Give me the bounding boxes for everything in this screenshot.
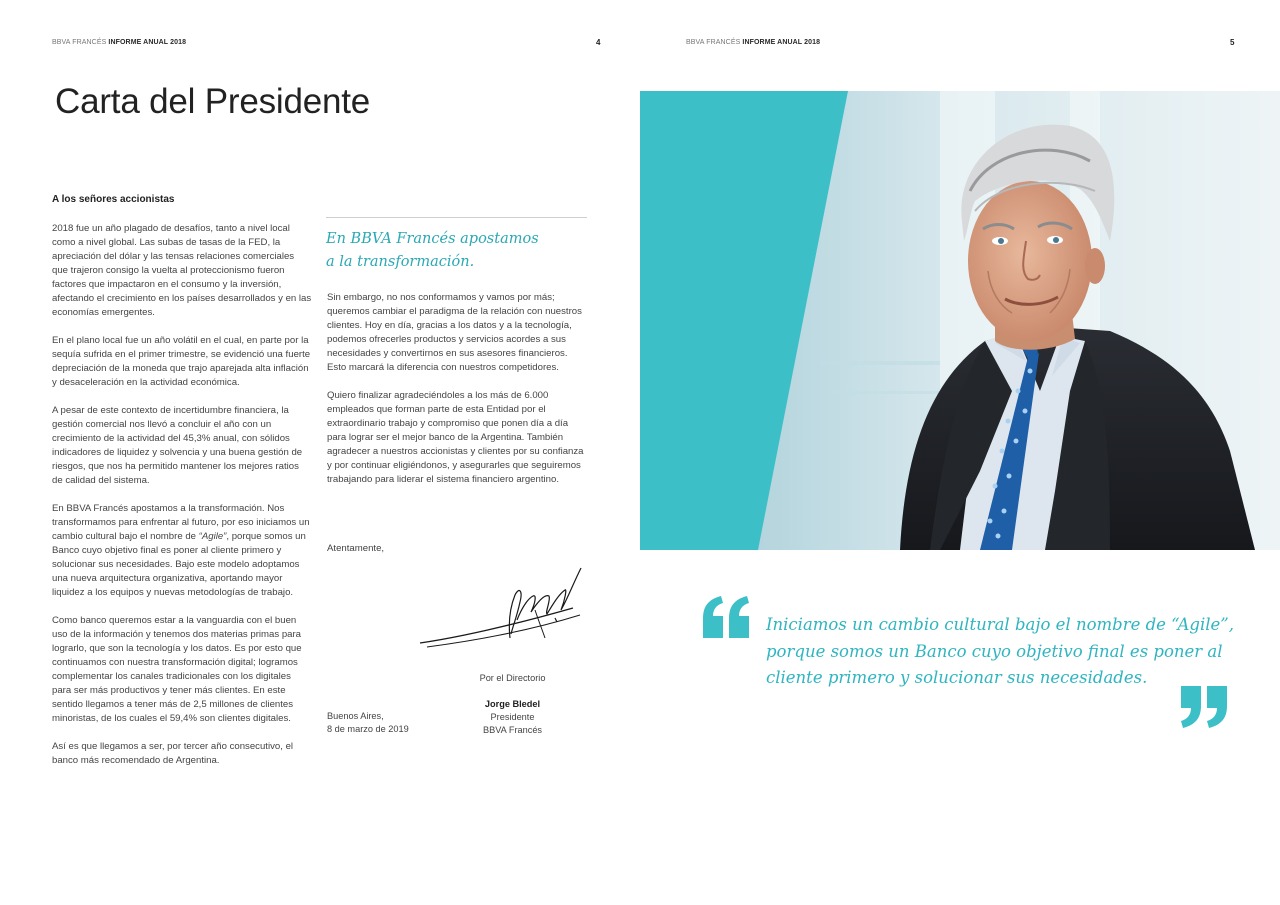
president-portrait — [640, 91, 1280, 550]
body-column-1 — [52, 222, 312, 782]
running-head — [52, 39, 186, 46]
paragraph: A pesar de este contexto de incertidumbre financiera, la gestión comercial nos llevó a concluir el año con un crecimiento de la actividad del 45,3% anual, con sólidos indicadores de liquidez y solvencia y una buena gestión de riesgos, que nos ha permitido mantener los mejores ratios de calidad del sistema. — [52, 405, 303, 486]
running-head-brand: BBVA FRANCÉS — [686, 39, 741, 46]
close-quote-icon — [1177, 686, 1229, 728]
pull-quote-divider — [326, 217, 587, 218]
place-and-date — [327, 710, 409, 736]
paragraph-text: , porque somos un Banco cuyo objetivo final es poner al cliente primero y solucionar sus necesidades. Bajo este modelo adoptamos una nueva arquitectura organizativa, aportando mayor liquidez a los equipos y nuevas metodologías de trabajo. — [52, 531, 306, 598]
signer-on-behalf: Por el Directorio — [479, 673, 546, 683]
body-column-2 — [327, 291, 589, 501]
paragraph: Así es que llegamos a ser, por tercer año consecutivo, el banco más recomendado de Argentina. — [52, 741, 294, 766]
spacer — [470, 685, 555, 698]
agile-term: “Agile” — [198, 531, 227, 542]
date: 8 de marzo de 2019 — [327, 724, 409, 734]
place: Buenos Aires, — [327, 711, 384, 721]
highlight-quote: Iniciamos un cambio cultural bajo el nombre de “Agile”, porque somos un Banco cuyo objetivo final es poner al cliente primero y solucionar sus necesidades. — [766, 615, 1234, 687]
open-quote-icon — [701, 596, 753, 638]
running-head-brand: BBVA FRANCÉS — [52, 39, 107, 46]
paragraph: Quiero finalizar agradeciéndoles a los más de 6.000 empleados que forman parte de esta Entidad por el extraordinario trabajo y compromiso que ponen día a día para lograr ser el mejor banco de la Argentina. También agradecer a nuestros accionistas y clientes por su confianza y por continuar eligiéndonos, y asegurarles que seguiremos trabajando para liderar el sistema financiero argentino. — [327, 390, 584, 485]
signature-image — [415, 560, 590, 655]
page-number: 4 — [596, 38, 601, 47]
right-page — [640, 0, 1280, 905]
salutation: A los señores accionistas — [52, 194, 175, 205]
signer-name: Jorge Bledel — [484, 699, 541, 709]
signer-org: BBVA Francés — [482, 725, 543, 735]
page-number: 5 — [1230, 38, 1235, 47]
paragraph: Como banco queremos estar a la vanguardia con el buen uso de la información y tenemos dos materias primas para lograrlo, que son la tecnología y los datos. Es por esto que continuamos con nuestra transformación digital; logramos complementar los canales tradicionales con los digitales para ser más productivos y tener más clientes. En este sentido llegamos a tener más de 2,5 millones de clientes minoristas, de los cuales el 59,4% son clientes digitales. — [52, 615, 302, 724]
signer-block — [470, 672, 555, 737]
paragraph: Sin embargo, no nos conformamos y vamos por más; queremos cambiar el paradigma de la relación con nuestros clientes. Hoy en día, gracias a los datos y a la tecnología, podemos ofrecerles productos y servicios acordes a sus necesidades y convertirnos en sus asesores financieros. Esto marcará la diferencia con nuestros competidores. — [327, 292, 582, 373]
paragraph: En el plano local fue un año volátil en el cual, en parte por la sequía sufrida en el primer trimestre, se evidenció una fuerte depreciación de la moneda que trajo aparejada alta inflación y desaceleración en la actividad económica. — [52, 335, 311, 388]
closing: Atentamente, — [327, 543, 385, 554]
page-title: Carta del Presidente — [55, 82, 371, 121]
pull-quote: En BBVA Francés apostamos a la transformación. — [326, 231, 539, 270]
paragraph-transformation — [52, 502, 312, 600]
running-head-title: INFORME ANUAL 2018 — [742, 39, 821, 46]
paragraph: 2018 fue un año plagado de desafíos, tanto a nivel local como a nivel global. Las subas de tasas de la FED, la apreciación del dólar y las tensas relaciones comerciales que trajeron consigo la vuelta al proteccionismo fueron factores que impactaron en el consumo y la inversión, afectando el crecimiento en los países desarrollados y en las economías emergentes. — [52, 223, 312, 318]
running-head-title: INFORME ANUAL 2018 — [108, 39, 187, 46]
paragraph-text: En BBVA Francés apostamos a la transformación. Nos transformamos para enfrentar al futuro, por eso iniciamos un cambio cultural bajo el nombre de — [52, 503, 310, 542]
signer-role: Presidente — [490, 712, 535, 722]
running-head — [686, 39, 820, 46]
